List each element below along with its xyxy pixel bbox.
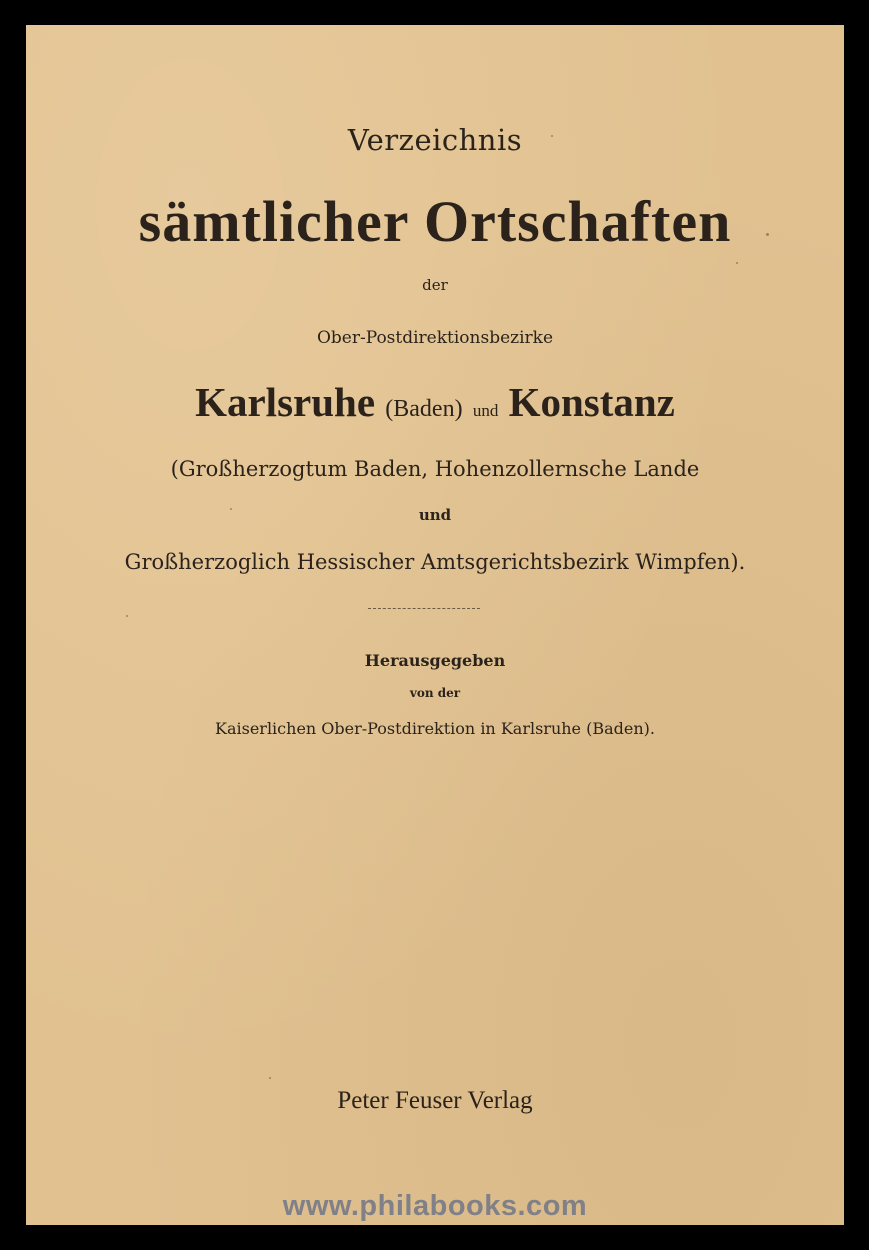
region-line-2: Großherzoglich Hessischer Amtsgerichtsbezirk Wimpfen). <box>124 550 746 574</box>
paper-speck <box>269 1077 271 1079</box>
issued-by-label: Herausgegeben <box>364 651 506 670</box>
paper-speck <box>126 615 128 617</box>
title-page <box>26 25 844 1225</box>
paper-speck <box>766 233 769 236</box>
heading-verzeichnis: Verzeichnis <box>347 123 523 157</box>
paper-speck <box>736 262 738 264</box>
divider-rule <box>368 608 480 609</box>
connector-und: und <box>418 506 452 524</box>
connector-der: der <box>422 276 448 294</box>
connector-und-inline: und <box>472 401 499 420</box>
district-baden: (Baden) <box>385 396 463 422</box>
watermark-url: www.philabooks.com <box>282 1190 588 1222</box>
main-title: sämtlicher Ortschaften <box>138 189 732 254</box>
district-names <box>26 378 844 426</box>
issued-by-connector: von der <box>409 686 461 700</box>
paper-speck <box>551 135 553 137</box>
paper-speck <box>230 508 232 510</box>
subtitle-ober-postdirektionsbezirke: Ober-Postdirektionsbezirke <box>316 328 554 348</box>
region-line-1: (Großherzogtum Baden, Hohenzollernsche Lande <box>170 457 700 481</box>
publisher-name: Peter Feuser Verlag <box>337 1087 533 1114</box>
district-karlsruhe: Karlsruhe <box>195 379 376 425</box>
issuing-authority: Kaiserlichen Ober-Postdirektion in Karlsruhe (Baden). <box>215 719 655 738</box>
district-konstanz: Konstanz <box>508 379 675 425</box>
